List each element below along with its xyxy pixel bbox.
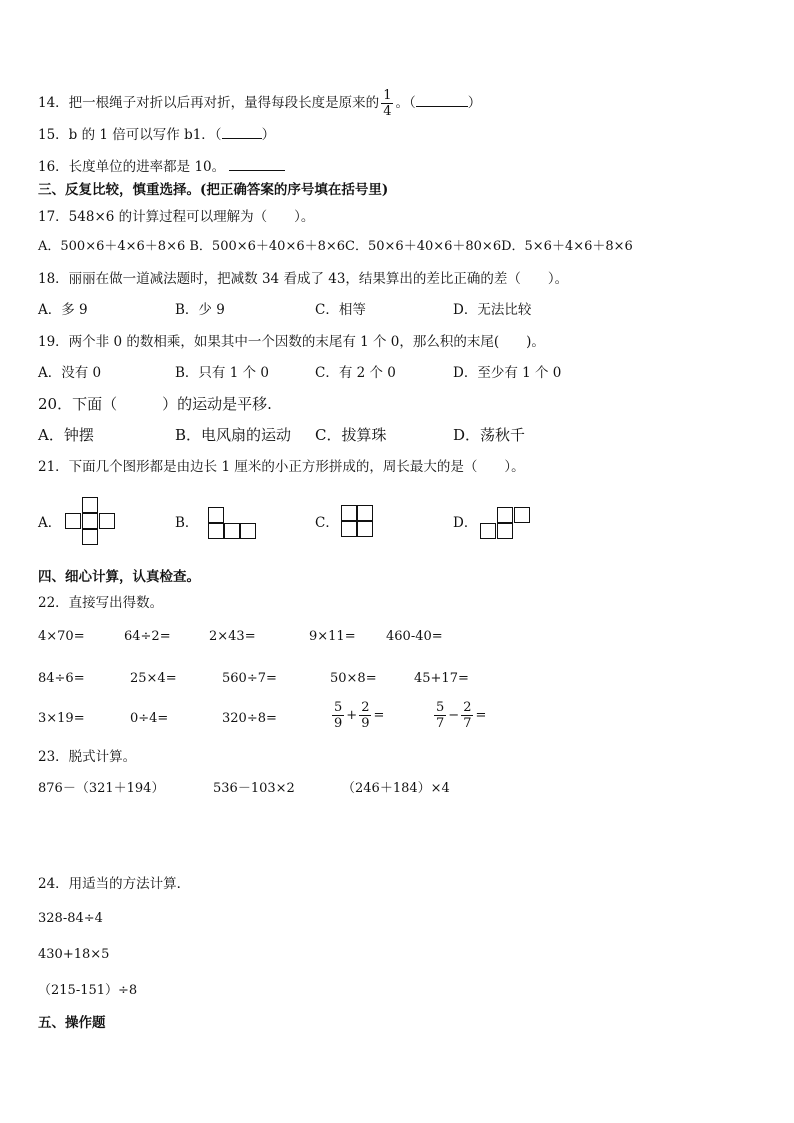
calc-item: 84÷6= [38,671,85,686]
calc-item: 460-40= [386,629,443,644]
square-cell [357,505,373,521]
option-b[interactable]: B．电风扇的运动 [175,426,292,444]
question-22: 22．直接写出得数。 [38,595,164,611]
option-b[interactable]: B．只有 1 个 0 [175,365,269,381]
calc-item: 876－（321＋194） [38,781,165,796]
calc-item: 45+17= [414,671,469,686]
option-d[interactable]: D．至少有 1 个 0 [453,365,562,381]
square-cell [208,523,224,539]
question-17: 17．548×6 的计算过程可以理解为（ ）。 [38,209,315,225]
answer-blank[interactable] [229,156,285,171]
square-cell [82,497,98,513]
square-cell [82,529,98,545]
calc-item: 50×8= [330,671,377,686]
shape-d-steps [480,507,532,541]
calc-item: 320÷8= [222,711,277,726]
question-14-text: 14．把一根绳子对折以后再对折，量得每段长度是原来的 [38,95,380,111]
option-d[interactable]: D．荡秋千 [453,426,526,444]
section-3-heading: 三、反复比较，慎重选择。(把正确答案的序号填在括号里) [38,182,389,198]
answer-blank[interactable] [222,124,262,139]
calc-item: 64÷2= [124,629,171,644]
option-a[interactable]: A． [38,515,62,531]
question-19: 19．两个非 0 的数相乘，如果其中一个因数的末尾有 1 个 0，那么积的末尾( )。 [38,334,545,350]
option-a[interactable]: A．没有 0 [38,365,102,381]
calc-item: 0÷4= [130,711,169,726]
shape-a-cross [65,497,117,549]
square-cell [497,507,513,523]
square-cell [341,505,357,521]
question-14: 14．把一根绳子对折以后再对折，量得每段长度是原来的 $\frac{1}{4}$ 。（ ） [38,88,482,119]
shape-c-square [341,505,375,539]
option-d[interactable]: D．无法比较 [453,302,532,318]
option-a[interactable]: A．钟摆 [38,426,94,444]
calc-item: 25×4= [130,671,177,686]
option-c[interactable]: C．有 2 个 0 [315,365,396,381]
question-24: 24．用适当的方法计算． [38,876,191,892]
option-b[interactable]: B． [175,515,199,531]
shape-b-l [208,507,258,541]
fraction: $\frac{1}{4}$ [383,88,392,119]
question-17-options: A．500×6＋4×6＋8×6 B．500×6＋40×6＋8×6C．50×6＋40×6＋80×6D．5×6＋4×6＋8×6 [38,239,633,254]
question-15: 15．b 的 1 倍可以写作 b1．（ ） [38,124,275,144]
option-c[interactable]: C．相等 [315,302,366,318]
section-5-heading: 五、操作题 [38,1015,106,1031]
calc-item: 430+18×5 [38,947,110,962]
square-cell [240,523,256,539]
calc-item: 9×11= [309,629,356,644]
option-c[interactable]: C． [315,515,339,531]
question-20: 20．下面（ ）的运动是平移. [38,395,272,413]
calc-item: 3×19= [38,711,85,726]
square-cell [65,513,81,529]
option-a[interactable]: A．多 9 [38,302,88,318]
square-cell [224,523,240,539]
square-cell [82,513,98,529]
option-c[interactable]: C．拔算珠 [315,426,387,444]
square-cell [357,521,373,537]
fraction-expression: $\frac{5}{9}$ + $\frac{2}{9}$ = [334,700,385,731]
answer-blank[interactable] [416,92,468,107]
square-cell [514,507,530,523]
fraction-expression: $\frac{5}{7}$ − $\frac{2}{7}$ = [436,700,487,731]
question-16: 16．长度单位的进率都是 10。 [38,156,285,176]
calc-item: （246＋184）×4 [342,781,450,796]
section-4-heading: 四、细心计算，认真检查。 [38,569,200,585]
question-18: 18．丽丽在做一道减法题时，把减数 34 看成了 43，结果算出的差比正确的差（ ）。 [38,271,569,287]
question-23: 23．脱式计算。 [38,749,137,765]
option-d[interactable]: D． [453,515,478,531]
square-cell [99,513,115,529]
question-21: 21．下面几个图形都是由边长 1 厘米的小正方形拼成的，周长最大的是（ ）。 [38,459,525,475]
calc-item: （215-151）÷8 [38,983,138,998]
calc-item: 2×43= [209,629,256,644]
calc-item: 328-84÷4 [38,911,103,926]
square-cell [480,523,496,539]
option-b[interactable]: B．少 9 [175,302,225,318]
square-cell [208,507,224,523]
calc-item: 560÷7= [222,671,277,686]
square-cell [341,521,357,537]
calc-item: 4×70= [38,629,85,644]
calc-item: 536－103×2 [213,781,295,796]
square-cell [497,523,513,539]
